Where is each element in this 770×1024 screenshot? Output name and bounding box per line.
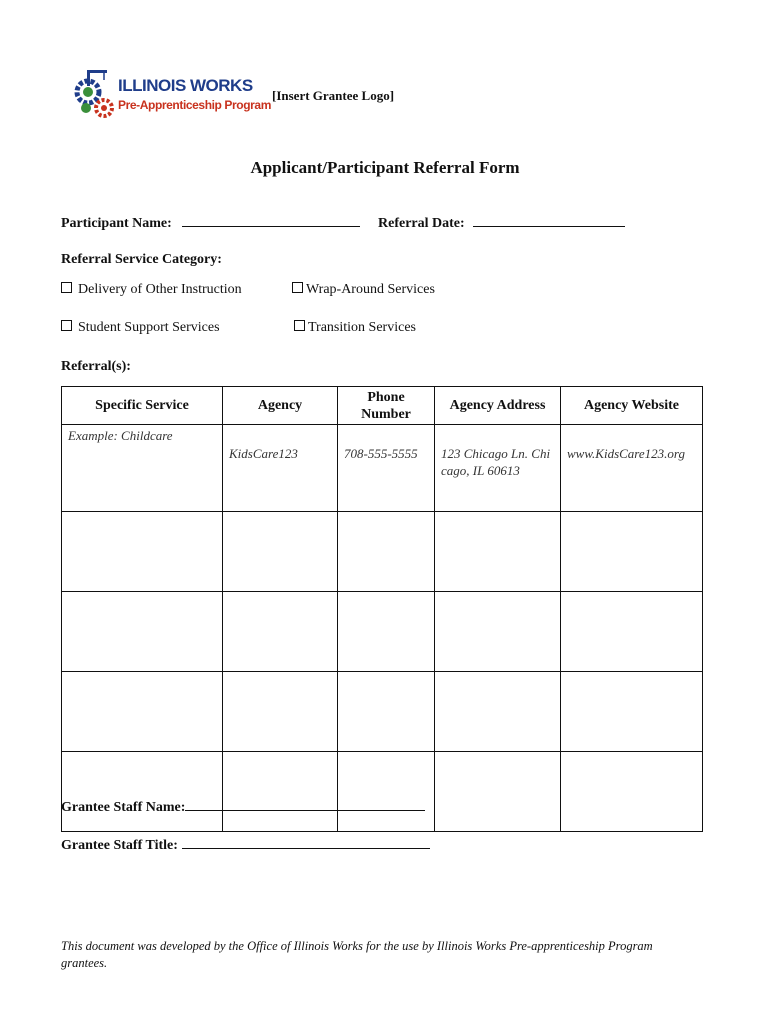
- example-phone-cell: 708-555-5555: [338, 425, 435, 512]
- grantee-logo-placeholder: [Insert Grantee Logo]: [272, 88, 395, 103]
- header-agency: Agency: [223, 387, 338, 425]
- footer-note: This document was developed by the Office of Illinois Works for the use by Illinois Works Pre-apprenticeship Program grantees.: [61, 939, 653, 970]
- header-agency-address: Agency Address: [435, 387, 561, 425]
- option-label: Student Support Services: [78, 320, 220, 335]
- table-cell[interactable]: [338, 752, 435, 832]
- table-cell[interactable]: [223, 592, 338, 672]
- gear-crane-icon: [74, 68, 118, 120]
- option-label: Transition Services: [308, 320, 416, 335]
- referral-date-row: [378, 212, 625, 232]
- table-cell[interactable]: [435, 672, 561, 752]
- option-delivery-instruction[interactable]: [61, 282, 242, 298]
- example-website-cell: www.KidsCare123.org: [561, 425, 703, 512]
- example-service-cell: Example: Childcare: [62, 425, 223, 512]
- staff-title-label: Grantee Staff Title:: [61, 838, 178, 853]
- table-row: [62, 672, 703, 752]
- page-title: Applicant/Participant Referral Form: [250, 158, 520, 177]
- category-label: Referral Service Category:: [61, 252, 222, 267]
- table-row: [62, 752, 703, 832]
- table-cell[interactable]: [223, 512, 338, 592]
- table-row: [62, 425, 703, 512]
- table-cell[interactable]: [62, 752, 223, 832]
- referral-date-label: Referral Date:: [378, 216, 465, 231]
- table-cell[interactable]: [62, 592, 223, 672]
- table-cell[interactable]: [435, 512, 561, 592]
- header-specific-service: Specific Service: [62, 387, 223, 425]
- table-cell[interactable]: [338, 592, 435, 672]
- illinois-works-logo: [74, 68, 271, 120]
- checkbox-icon[interactable]: [292, 282, 303, 293]
- referral-date-field[interactable]: [473, 212, 625, 227]
- header-phone-number: Phone Number: [338, 387, 435, 425]
- checkbox-icon[interactable]: [61, 282, 72, 293]
- table-cell[interactable]: [435, 592, 561, 672]
- option-label: Delivery of Other Instruction: [78, 282, 242, 297]
- table-row: [62, 592, 703, 672]
- table-cell[interactable]: [561, 672, 703, 752]
- logo-subtitle: Pre-Apprenticeship Program: [118, 98, 271, 112]
- header-agency-website: Agency Website: [561, 387, 703, 425]
- option-label: Wrap-Around Services: [306, 282, 435, 297]
- table-cell[interactable]: [435, 752, 561, 832]
- table-cell[interactable]: [561, 512, 703, 592]
- checkbox-icon[interactable]: [61, 320, 72, 331]
- referrals-label: Referral(s):: [61, 359, 131, 374]
- staff-title-field[interactable]: [182, 834, 430, 849]
- table-cell[interactable]: [62, 512, 223, 592]
- staff-title-row: [61, 834, 430, 854]
- participant-name-label: Participant Name:: [61, 216, 172, 231]
- option-student-support[interactable]: [61, 320, 220, 336]
- checkbox-icon[interactable]: [294, 320, 305, 331]
- staff-name-row: [61, 796, 425, 816]
- table-cell[interactable]: [561, 752, 703, 832]
- option-transition[interactable]: [294, 320, 416, 336]
- staff-name-label: Grantee Staff Name:: [61, 800, 186, 815]
- referrals-table: [61, 386, 703, 832]
- table-cell[interactable]: [338, 672, 435, 752]
- table-cell[interactable]: [223, 752, 338, 832]
- example-address-cell: 123 Chicago Ln. Chicago, IL 60613: [435, 425, 561, 512]
- table-cell[interactable]: [561, 592, 703, 672]
- example-agency-cell: KidsCare123: [223, 425, 338, 512]
- table-header-row: [62, 387, 703, 425]
- participant-name-row: [61, 212, 360, 232]
- participant-name-field[interactable]: [182, 212, 360, 227]
- table-cell[interactable]: [62, 672, 223, 752]
- logo-title: ILLINOIS WORKS: [118, 76, 253, 95]
- table-cell[interactable]: [338, 512, 435, 592]
- staff-name-field[interactable]: [185, 796, 425, 811]
- option-wrap-around[interactable]: [292, 282, 435, 298]
- table-row: [62, 512, 703, 592]
- table-cell[interactable]: [223, 672, 338, 752]
